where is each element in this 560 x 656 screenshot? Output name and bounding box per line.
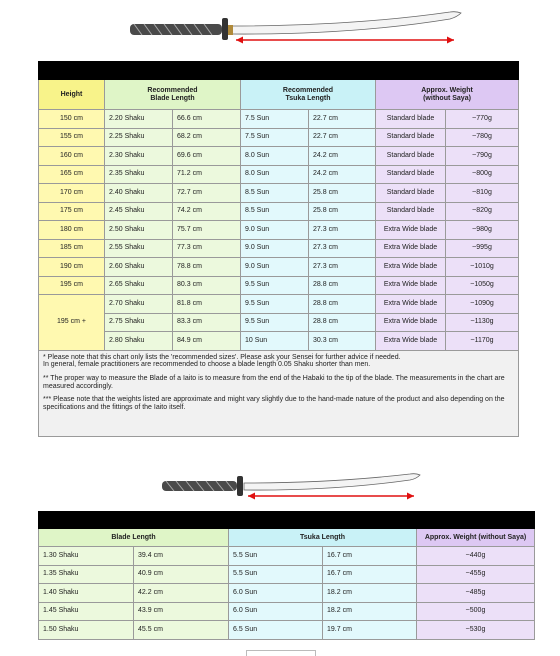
blade-type-cell: Standard blade bbox=[376, 110, 446, 129]
blade-cm-cell: 40.9 cm bbox=[134, 565, 229, 584]
note-weight: *** Please note that the weights listed are approximate and might vary slightly due to the hand-made nature of the product and also depending on the specifications and the fittings of the Iaito itself. bbox=[43, 396, 505, 411]
blade-cm-cell: 39.4 cm bbox=[134, 547, 229, 566]
weight-header: Approx. Weight (without Saya) bbox=[417, 529, 535, 547]
height-cell: 160 cm bbox=[39, 147, 105, 166]
blade-shaku-cell: 2.60 Shaku bbox=[105, 258, 173, 277]
blade-cm-cell: 84.9 cm bbox=[173, 332, 241, 351]
blade-shaku-cell: 2.80 Shaku bbox=[105, 332, 173, 351]
table-row bbox=[39, 110, 519, 129]
table-row bbox=[39, 295, 519, 314]
tsuka-sun-cell: 9.5 Sun bbox=[241, 295, 309, 314]
weight-cell: ~440g bbox=[417, 547, 535, 566]
tsuka-length-header: Recommended Tsuka Length bbox=[241, 80, 376, 110]
tsuka-cm-cell: 18.2 cm bbox=[323, 602, 417, 621]
table-row bbox=[39, 313, 519, 332]
blade-shaku-cell: 2.35 Shaku bbox=[105, 165, 173, 184]
blade-shaku-cell: 1.40 Shaku bbox=[39, 584, 134, 603]
height-cell: 165 cm bbox=[39, 165, 105, 184]
blade-shaku-cell: 2.75 Shaku bbox=[105, 313, 173, 332]
blade-type-cell: Standard blade bbox=[376, 184, 446, 203]
blade-shaku-cell: 2.30 Shaku bbox=[105, 147, 173, 166]
weight-cell: ~500g bbox=[417, 602, 535, 621]
wakizashi-tsuba bbox=[237, 476, 243, 496]
blade-cm-cell: 80.3 cm bbox=[173, 276, 241, 295]
blade-cm-cell: 69.6 cm bbox=[173, 147, 241, 166]
tsuka-sun-cell: 5.5 Sun bbox=[229, 565, 323, 584]
weight-cell: ~770g bbox=[446, 110, 519, 129]
tsuka-cm-cell: 18.2 cm bbox=[323, 584, 417, 603]
blade-shaku-cell: 1.50 Shaku bbox=[39, 621, 134, 640]
table-row bbox=[39, 128, 519, 147]
tsuka-sun-cell: 8.5 Sun bbox=[241, 184, 309, 203]
blade-shaku-cell: 1.45 Shaku bbox=[39, 602, 134, 621]
table-row bbox=[39, 565, 535, 584]
weight-cell: ~1090g bbox=[446, 295, 519, 314]
blade-cm-cell: 45.5 cm bbox=[134, 621, 229, 640]
note-measurement: ** The proper way to measure the Blade of a Iaito is to measure from the end of the Habaki to the tip of the blade. The measurements in the chart are measured accordingly. bbox=[43, 374, 505, 390]
weight-cell: ~800g bbox=[446, 165, 519, 184]
tsuka-sun-cell: 9.5 Sun bbox=[241, 313, 309, 332]
blade-shaku-cell: 2.40 Shaku bbox=[105, 184, 173, 203]
katana-blade bbox=[230, 12, 461, 34]
weight-header: Approx. Weight (without Saya) bbox=[376, 80, 519, 110]
table-row bbox=[39, 202, 519, 221]
blade-cm-cell: 71.2 cm bbox=[173, 165, 241, 184]
blade-cm-cell: 42.2 cm bbox=[134, 584, 229, 603]
note-female: In general, female practitioners are recommended to choose a blade length 0.05 Shaku shorter than men. bbox=[43, 361, 371, 369]
tsuka-cm-cell: 25.8 cm bbox=[309, 184, 376, 203]
tsuka-cm-cell: 16.7 cm bbox=[323, 565, 417, 584]
blade-cm-cell: 75.7 cm bbox=[173, 221, 241, 240]
height-cell: 175 cm bbox=[39, 202, 105, 221]
blade-type-cell: Standard blade bbox=[376, 165, 446, 184]
tsuka-length-header: Tsuka Length bbox=[229, 529, 417, 547]
blade-shaku-cell: 1.30 Shaku bbox=[39, 547, 134, 566]
tsuka-sun-cell: 8.0 Sun bbox=[241, 165, 309, 184]
tsuka-sun-cell: 9.0 Sun bbox=[241, 221, 309, 240]
tsuka-sun-cell: 5.5 Sun bbox=[229, 547, 323, 566]
table-row bbox=[39, 165, 519, 184]
tsuka-sun-cell: 7.5 Sun bbox=[241, 110, 309, 129]
blade-cm-cell: 74.2 cm bbox=[173, 202, 241, 221]
blade-cm-cell: 66.6 cm bbox=[173, 110, 241, 129]
table-row bbox=[39, 584, 535, 603]
blade-type-cell: Extra Wide blade bbox=[376, 332, 446, 351]
weight-cell: ~780g bbox=[446, 128, 519, 147]
height-cell: 155 cm bbox=[39, 128, 105, 147]
blade-type-cell: Standard blade bbox=[376, 147, 446, 166]
blade-cm-cell: 81.8 cm bbox=[173, 295, 241, 314]
weight-cell: ~530g bbox=[417, 621, 535, 640]
blade-type-cell: Standard blade bbox=[376, 202, 446, 221]
table-row bbox=[39, 184, 519, 203]
weight-cell: ~995g bbox=[446, 239, 519, 258]
height-cell: 195 cm bbox=[39, 276, 105, 295]
table-row bbox=[39, 276, 519, 295]
wakizashi-size-chart bbox=[38, 511, 535, 640]
table-row bbox=[39, 332, 519, 351]
katana-size-chart bbox=[38, 61, 519, 437]
blade-type-cell: Standard blade bbox=[376, 128, 446, 147]
katana-illustration bbox=[112, 4, 472, 50]
blade-type-cell: Extra Wide blade bbox=[376, 258, 446, 277]
wakizashi-blade bbox=[244, 474, 420, 490]
chart-notes bbox=[39, 350, 519, 436]
weight-cell: ~485g bbox=[417, 584, 535, 603]
tsuka-cm-cell: 28.8 cm bbox=[309, 295, 376, 314]
tsuka-sun-cell: 7.5 Sun bbox=[241, 128, 309, 147]
blade-shaku-cell: 2.20 Shaku bbox=[105, 110, 173, 129]
blade-type-cell: Extra Wide blade bbox=[376, 276, 446, 295]
tsuka-sun-cell: 8.5 Sun bbox=[241, 202, 309, 221]
tsuka-sun-cell: 8.0 Sun bbox=[241, 147, 309, 166]
blade-shaku-cell: 2.45 Shaku bbox=[105, 202, 173, 221]
weight-cell: ~820g bbox=[446, 202, 519, 221]
blade-shaku-cell: 2.65 Shaku bbox=[105, 276, 173, 295]
blade-length-header: Recommended Blade Length bbox=[105, 80, 241, 110]
wakizashi-illustration bbox=[152, 466, 428, 504]
table-row bbox=[39, 621, 535, 640]
weight-cell: ~1010g bbox=[446, 258, 519, 277]
katana-habaki bbox=[228, 25, 233, 35]
tsuka-sun-cell: 6.0 Sun bbox=[229, 584, 323, 603]
blade-cm-cell: 68.2 cm bbox=[173, 128, 241, 147]
bottom-element bbox=[246, 650, 316, 656]
weight-cell: ~810g bbox=[446, 184, 519, 203]
tsuka-cm-cell: 28.8 cm bbox=[309, 313, 376, 332]
blade-cm-cell: 83.3 cm bbox=[173, 313, 241, 332]
note-recommended: * Please note that this chart only lists the 'recommended sizes'. Please ask your Sensei for further advice if needed. bbox=[43, 353, 401, 361]
height-cell: 170 cm bbox=[39, 184, 105, 203]
height-header: Height bbox=[39, 80, 105, 110]
tsuka-cm-cell: 19.7 cm bbox=[323, 621, 417, 640]
table-row bbox=[39, 258, 519, 277]
blade-shaku-cell: 2.50 Shaku bbox=[105, 221, 173, 240]
table-row bbox=[39, 547, 535, 566]
tsuka-cm-cell: 24.2 cm bbox=[309, 147, 376, 166]
tsuka-cm-cell: 22.7 cm bbox=[309, 110, 376, 129]
blade-cm-cell: 78.8 cm bbox=[173, 258, 241, 277]
tsuka-sun-cell: 9.5 Sun bbox=[241, 276, 309, 295]
blade-type-cell: Extra Wide blade bbox=[376, 295, 446, 314]
tsuka-sun-cell: 6.0 Sun bbox=[229, 602, 323, 621]
height-cell: 190 cm bbox=[39, 258, 105, 277]
height-cell: 185 cm bbox=[39, 239, 105, 258]
tsuka-cm-cell: 28.8 cm bbox=[309, 276, 376, 295]
weight-cell: ~1170g bbox=[446, 332, 519, 351]
blade-shaku-cell: 1.35 Shaku bbox=[39, 565, 134, 584]
tsuka-sun-cell: 10 Sun bbox=[241, 332, 309, 351]
weight-cell: ~980g bbox=[446, 221, 519, 240]
tsuka-cm-cell: 27.3 cm bbox=[309, 258, 376, 277]
tsuka-cm-cell: 22.7 cm bbox=[309, 128, 376, 147]
blade-type-cell: Extra Wide blade bbox=[376, 313, 446, 332]
blade-cm-cell: 43.9 cm bbox=[134, 602, 229, 621]
tsuka-sun-cell: 9.0 Sun bbox=[241, 239, 309, 258]
chart-header-bar bbox=[39, 62, 519, 80]
table-row bbox=[39, 602, 535, 621]
table-row bbox=[39, 239, 519, 258]
tsuka-cm-cell: 25.8 cm bbox=[309, 202, 376, 221]
blade-shaku-cell: 2.55 Shaku bbox=[105, 239, 173, 258]
blade-length-header: Blade Length bbox=[39, 529, 229, 547]
weight-cell: ~1130g bbox=[446, 313, 519, 332]
tsuka-cm-cell: 24.2 cm bbox=[309, 165, 376, 184]
blade-type-cell: Extra Wide blade bbox=[376, 239, 446, 258]
katana-tsuba bbox=[222, 18, 228, 40]
table-row bbox=[39, 221, 519, 240]
table-row bbox=[39, 147, 519, 166]
blade-cm-cell: 72.7 cm bbox=[173, 184, 241, 203]
weight-cell: ~455g bbox=[417, 565, 535, 584]
tsuka-cm-cell: 16.7 cm bbox=[323, 547, 417, 566]
height-cell: 180 cm bbox=[39, 221, 105, 240]
blade-cm-cell: 77.3 cm bbox=[173, 239, 241, 258]
tsuka-sun-cell: 6.5 Sun bbox=[229, 621, 323, 640]
blade-shaku-cell: 2.70 Shaku bbox=[105, 295, 173, 314]
tsuka-cm-cell: 30.3 cm bbox=[309, 332, 376, 351]
height-cell: 150 cm bbox=[39, 110, 105, 129]
weight-cell: ~790g bbox=[446, 147, 519, 166]
tsuka-cm-cell: 27.3 cm bbox=[309, 221, 376, 240]
chart-header-bar bbox=[39, 512, 535, 529]
blade-shaku-cell: 2.25 Shaku bbox=[105, 128, 173, 147]
weight-cell: ~1050g bbox=[446, 276, 519, 295]
tsuka-cm-cell: 27.3 cm bbox=[309, 239, 376, 258]
height-cell: 195 cm + bbox=[39, 295, 105, 351]
tsuka-sun-cell: 9.0 Sun bbox=[241, 258, 309, 277]
blade-type-cell: Extra Wide blade bbox=[376, 221, 446, 240]
